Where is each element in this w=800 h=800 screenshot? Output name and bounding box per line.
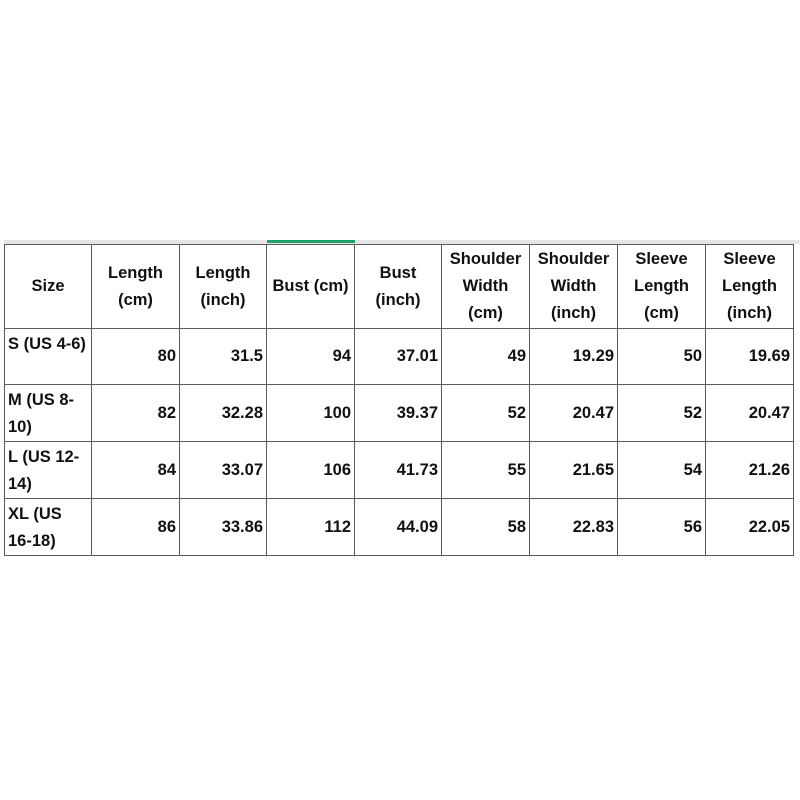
table-cell[interactable]: 31.5 — [180, 329, 267, 385]
size-cell[interactable]: S (US 4-6) — [5, 329, 92, 385]
table-row — [5, 442, 794, 499]
table-cell[interactable]: 84 — [92, 442, 180, 499]
table-cell[interactable]: 21.65 — [530, 442, 618, 499]
table-cell[interactable]: 19.69 — [706, 329, 794, 385]
table-cell[interactable]: 20.47 — [530, 385, 618, 442]
header-cell-sleeve-inch[interactable]: Sleeve Length (inch) — [706, 245, 794, 329]
size-cell[interactable]: XL (US 16-18) — [5, 499, 92, 556]
table-row — [5, 385, 794, 442]
header-cell-length-cm[interactable]: Length (cm) — [92, 245, 180, 329]
header-cell-shoulder-inch[interactable]: Shoulder Width (inch) — [530, 245, 618, 329]
table-cell[interactable]: 50 — [618, 329, 706, 385]
table-cell[interactable]: 58 — [442, 499, 530, 556]
size-cell[interactable]: M (US 8-10) — [5, 385, 92, 442]
table-cell[interactable]: 32.28 — [180, 385, 267, 442]
table-row — [5, 329, 794, 385]
table-cell[interactable]: 52 — [618, 385, 706, 442]
table-cell[interactable]: 54 — [618, 442, 706, 499]
header-cell-sleeve-cm[interactable]: Sleeve Length (cm) — [618, 245, 706, 329]
table-cell[interactable]: 94 — [267, 329, 355, 385]
header-cell-shoulder-cm[interactable]: Shoulder Width (cm) — [442, 245, 530, 329]
table-cell[interactable]: 19.29 — [530, 329, 618, 385]
table-row — [5, 499, 794, 556]
table-cell[interactable]: 39.37 — [355, 385, 442, 442]
table-cell[interactable]: 106 — [267, 442, 355, 499]
header-row — [5, 245, 794, 329]
table-cell[interactable]: 33.86 — [180, 499, 267, 556]
table-cell[interactable]: 22.05 — [706, 499, 794, 556]
size-chart-table — [4, 244, 794, 556]
header-cell-bust-inch[interactable]: Bust (inch) — [355, 245, 442, 329]
table-cell[interactable]: 82 — [92, 385, 180, 442]
table-cell[interactable]: 21.26 — [706, 442, 794, 499]
table-cell[interactable]: 41.73 — [355, 442, 442, 499]
header-cell-size[interactable]: Size — [5, 245, 92, 329]
size-cell[interactable]: L (US 12-14) — [5, 442, 92, 499]
table-cell[interactable]: 22.83 — [530, 499, 618, 556]
table-cell[interactable]: 112 — [267, 499, 355, 556]
table-cell[interactable]: 80 — [92, 329, 180, 385]
table-cell[interactable]: 86 — [92, 499, 180, 556]
header-cell-bust-cm[interactable]: Bust (cm) — [267, 245, 355, 329]
table-cell[interactable]: 49 — [442, 329, 530, 385]
header-cell-length-inch[interactable]: Length (inch) — [180, 245, 267, 329]
table-cell[interactable]: 100 — [267, 385, 355, 442]
table-cell[interactable]: 56 — [618, 499, 706, 556]
table-cell[interactable]: 52 — [442, 385, 530, 442]
table-cell[interactable]: 20.47 — [706, 385, 794, 442]
selected-column-indicator — [267, 240, 355, 243]
table-cell[interactable]: 55 — [442, 442, 530, 499]
table-cell[interactable]: 33.07 — [180, 442, 267, 499]
table-cell[interactable]: 44.09 — [355, 499, 442, 556]
table-cell[interactable]: 37.01 — [355, 329, 442, 385]
